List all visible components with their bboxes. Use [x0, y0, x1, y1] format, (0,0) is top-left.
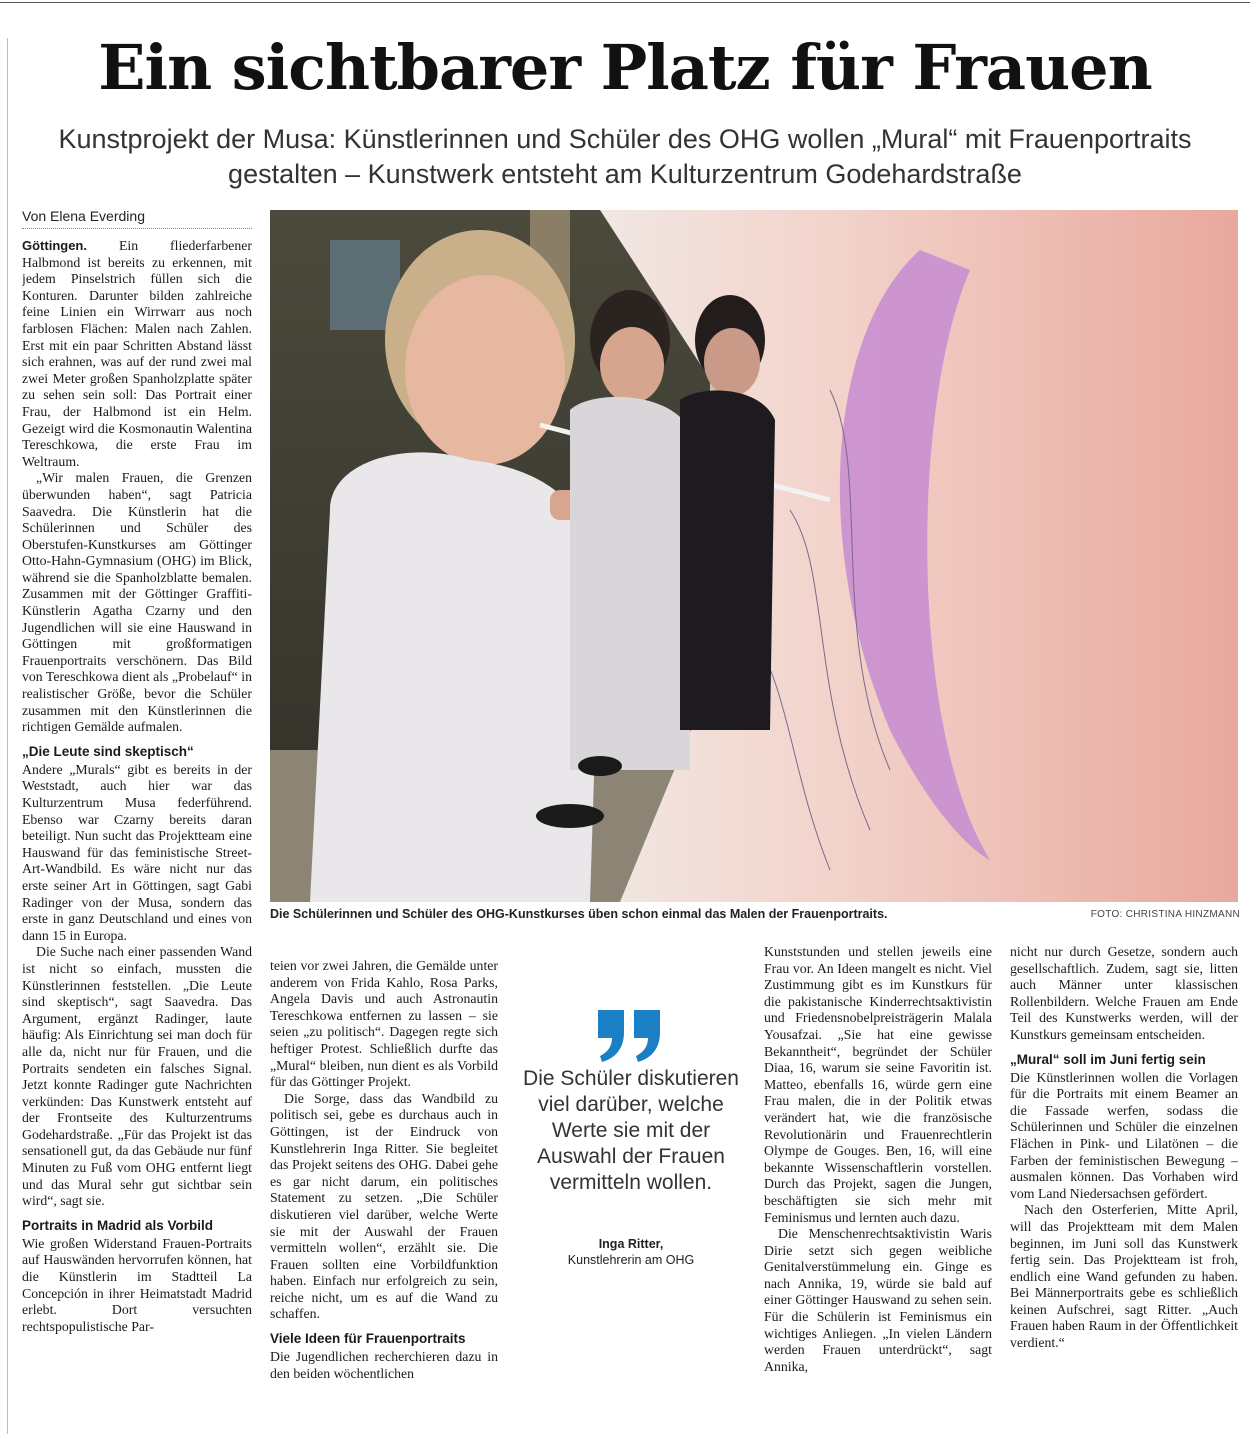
- article-photo: [270, 210, 1238, 902]
- painting-students-photo: [270, 210, 1238, 902]
- article-column-1: [22, 238, 252, 1434]
- top-rule: [0, 2, 1250, 3]
- paragraph-10: Nach den Osterferien, Mitte April, will das Projektteam mit dem Malen beginnen, im Juni soll das Kunstwerk fertig sein. Das Projektteam ist froh, endlich eine Wand gefunden zu haben. Bei Männerportraits gebe es schließlich keinen Aufschrei, sagt Ritter. „Auch Frauen haben Raum in der Öffentlichkeit verdient.“: [1010, 1202, 1238, 1351]
- paragraph-9: Die Künstlerinnen wollen die Vorlagen für die Portraits mit einem Beamer an die Fassade werfen, sodass die Schülerinnen und Schüler die einzelnen Flächen in Pink- und Lilatönen – die Farben der feministischen Bewegung – ausmalen können. Das Vorhaben wird vom Land Niedersachsen gefördert.: [1010, 1069, 1238, 1201]
- paragraph-7-part-1: Die Jugendlichen recherchieren dazu in den beiden wöchentlichen: [270, 1349, 498, 1381]
- paragraph-6: Die Sorge, dass das Wandbild zu politisch sei, gebe es durchaus auch in Göttingen, ist der Eindruck von Kunstlehrerin Inga Ritter. Sie begleitet das Projekt seitens des OHG. Dabei gehe es gar nicht darum, ein politisches Statement zu setzen. „Die Schüler diskutieren viel darüber, welche Werte sie mit der Auswahl der Frauen vermitteln wollen“, erzählt sie. Die Frauen sollten eine Vorbildfunktion haben. Einfach nur erfolgreich zu sein, reiche nicht, um es auf die Wand zu schaffen.: [270, 1090, 498, 1322]
- pull-quote-text: Die Schüler diskutieren viel darüber, welche Werte sie mit der Auswahl der Frauen vermitteln wollen.: [523, 1067, 739, 1194]
- headline: Ein sichtbarer Platz für Frauen: [98, 31, 1152, 104]
- article-column-3: [764, 944, 992, 1434]
- paragraph-2: „Wir malen Frauen, die Grenzen überwunden haben“, sagt Patricia Saavedra. Die Künstlerin hat die Schülerinnen und Schüler des Oberstufen-Kunstkurses am Göttinger Otto-Hahn-Gymnasium (OHG) im Blick, während sie die Spanholzblatte bemalen. Zusammen mit der Göttinger Graffiti-Künstlerin Agatha Czarny und den Jugendlichen will sie eine Hauswand in Göttingen mit großformatigen Frauenportraits verschönern. Das Bild von Tereschkowa dient als „Probelauf“ in realistischer Größe, bevor die Schüler zusammen mit den Künstlerinnen die richtigen Gemälde aufmalen.: [22, 470, 252, 735]
- paragraph-5-part-2: teien vor zwei Jahren, die Gemälde unter anderem von Frida Kahlo, Rosa Parks, Angela Davis und auch Astronautin Tereschkowa entfernen zu lassen – sie seien „zu politisch“. Dagegen regte sich heftiger Protest. Schließlich durfte das „Mural“ bleiben, nun dient es als Vorbild für das Göttinger Projekt.: [270, 958, 498, 1090]
- quote-mark-icon: [594, 1006, 666, 1066]
- subheading-skeptisch: „Die Leute sind skeptisch“: [22, 743, 194, 759]
- article-column-2: [270, 958, 498, 1434]
- subheading-juni: „Mural“ soll im Juni fertig sein: [1010, 1051, 1206, 1067]
- column-rule: [7, 38, 8, 1434]
- paragraph-7-part-2: Kunststunden und stellen jeweils eine Frau vor. An Ideen mangelt es nicht. Viel Zustimmung gibt es im Kunstkurs für die pakistanische Kinderrechtsaktivistin und Friedensnobelpreisträgerin Malala Yousafzai. „Sie hat eine gewisse Bekanntheit“, begründet der Schüler Diaa, 16, warum sie seine Favoritin ist. Matteo, ebenfalls 16, würde gern eine Frau malen, die in der Politik etwas verändert hat, wie die französische Revolutionärin und Frauenrechtlerin Olympe de Gouges. Ben, 16, will eine bekannte Wissenschaftlerin vorstellen. Durch das Projekt, sagen die Jungen, beschäftigten sie sich mehr mit Feminismus und lernten auch dazu.: [764, 944, 992, 1225]
- byline: Von Elena Everding: [22, 207, 252, 229]
- paragraph-1: Göttingen. Ein fliederfarbener Halbmond ist bereits zu erkennen, mit jedem Pinselstrich füllen sich die Konturen. Darunter bilden zahlreiche feine Linien ein Wirrwarr aus noch farblosen Flächen: Malen nach Zahlen. Erst mit ein paar Schritten Abstand lässt sich erahnen, was auf der rund zwei mal zwei Meter großen Spanholzplatte später zu sehen sein soll: Das Portrait einer Frau, der Halbmond ist ein Helm. Gezeigt wird die Kosmonautin Walentina Tereschkowa, die erste Frau im Weltraum.: [22, 238, 252, 469]
- photo-credit: FOTO: CHRISTINA HINZMANN: [1090, 909, 1240, 920]
- paragraph-3: Andere „Murals“ gibt es bereits in der Weststadt, auch hier war das Kulturzentrum Musa federführend. Ebenso war Czarny bereits daran beteiligt. Nun sucht das Projektteam eine Hauswand für das feministische Street-Art-Wandbild. Es wäre nicht nur das erste seiner Art in Göttingen, sagt Gabi Radinger von der Musa, sondern das erste in ganz Deutschland und eines von dann 15 in Europa.: [22, 761, 252, 943]
- paragraph-4: Die Suche nach einer passenden Wand ist nicht so einfach, mussten die Künstlerinnen feststellen. „Die Leute sind skeptisch“, sagt Saavedra. Das Argument, ergänzt Radinger, laute häufig: Als Einrichtung sei man doch für alle da, nicht nur für Frauen, und die Portraits sendeten ein falsches Signal. Jetzt konnte Radinger gute Nachrichten verkünden: Das Kunstwerk entsteht auf der Frontseite des Kulturzentrums Godehardstraße. „Für das Projekt ist das sensationell gut, da das Gebäude nur fünf Minuten zu Fuß vom OHG entfernt liegt und das Mural sehr gut sichtbar sein wird“, sagt sie.: [22, 944, 252, 1209]
- paragraph-5-part-1: Wie großen Widerstand Frauen-Portraits auf Hauswänden hervorrufen können, hat die Künstlerin im Stadtteil La Concepción in ihrer Heimatstadt Madrid erlebt. Dort versuchten rechtspopulistische Par-: [22, 1235, 252, 1334]
- subheading-ideen: Viele Ideen für Frauenportraits: [270, 1331, 466, 1347]
- subheadline: Kunstprojekt der Musa: Künstlerinnen und Schüler des OHG wollen „Mural“ mit Frauenportraits gestalten – Kunstwerk entsteht am Kulturzentrum Godehardstraße: [58, 124, 1192, 189]
- subheading-madrid: Portraits in Madrid als Vorbild: [22, 1217, 214, 1233]
- dateline: Göttingen.: [22, 238, 87, 253]
- paragraph-8-part-1: Die Menschenrechtsaktivistin Waris Dirie setzt sich gegen weibliche Genitalverstümmelung ein. Ginge es nach Annika, 19, würde sie bald auf einer Göttinger Hauswand zu sehen sein. Für die Schülerin ist Feminismus ein wichtiges Anliegen. „In vielen Ländern werden Frauen unterdrückt“, sagt Annika,: [764, 1226, 992, 1374]
- paragraph-8-part-2: nicht nur durch Gesetze, sondern auch gesellschaftlich. Zudem, sagt sie, litten auch Männer unter klassischen Rollenbildern. Welche Frauen am Ende Teil des Kunstwerks werden, will der Kunstkurs gemeinsam entscheiden.: [1010, 944, 1238, 1042]
- pull-quote-author: Inga Ritter,: [598, 1237, 664, 1251]
- photo-caption: Die Schülerinnen und Schüler des OHG-Kunstkurses üben schon einmal das Malen der Frauenportraits.: [270, 907, 888, 921]
- pull-quote-role: Kunstlehrerin am OHG: [567, 1253, 695, 1267]
- article-column-4: [1010, 944, 1238, 1434]
